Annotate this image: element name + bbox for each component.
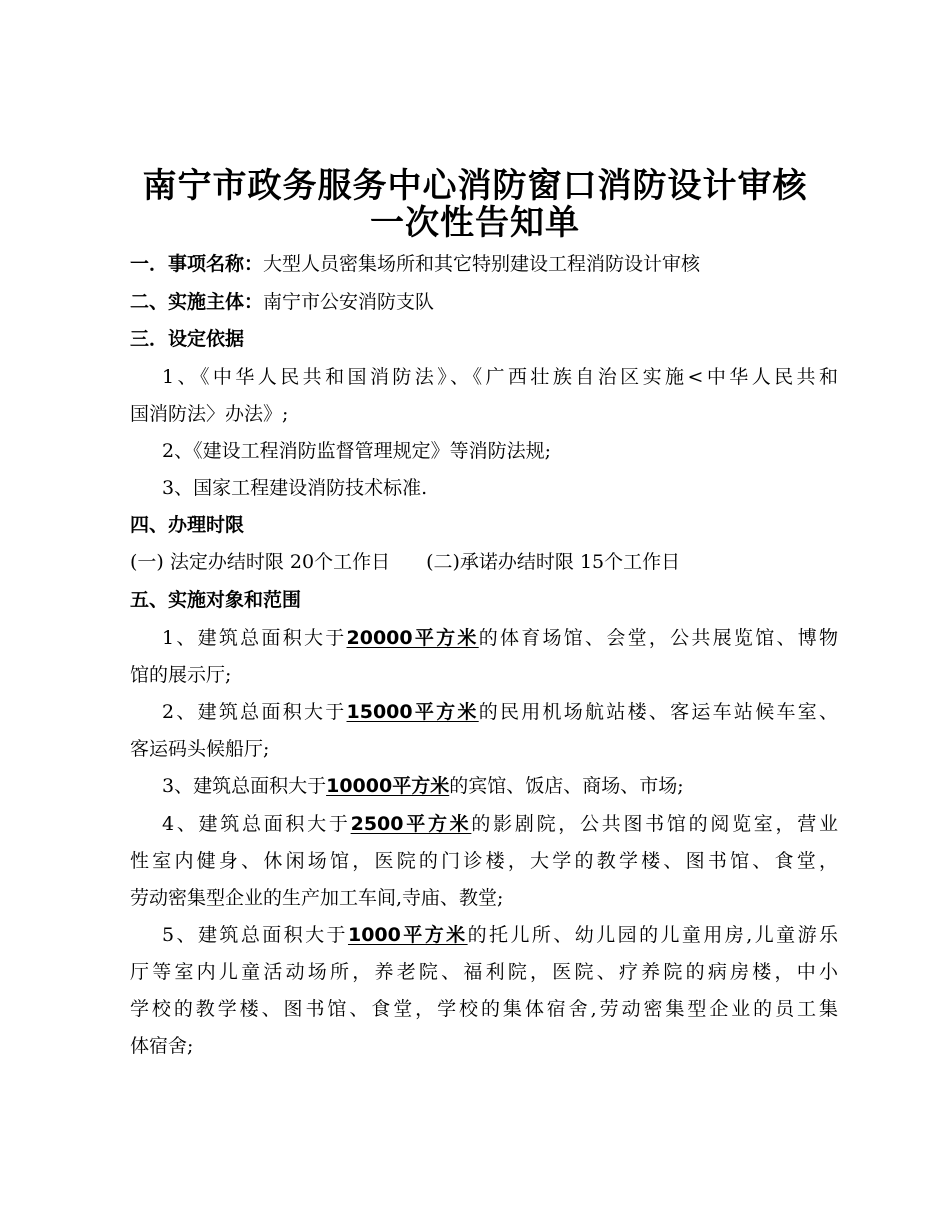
section1-row [130, 252, 700, 276]
basis-item1-line1: 1、《中华人民共和国消防法》、《广西壮族自治区实施<中华人民共和 [162, 366, 838, 388]
section5-label: 五、实施对象和范围 [130, 589, 302, 611]
scope-item4-line2: 性室内健身、休闲场馆，医院的门诊楼，大学的教学楼、图书馆、食堂， [130, 850, 838, 872]
scope-item2-line2: 客运码头候船厅; [130, 738, 270, 760]
scope-item5-area: 1000平方米 [347, 924, 468, 946]
scope-item1-line2: 馆的展示厅; [130, 664, 232, 686]
scope-item2-line1 [130, 700, 838, 724]
scope-item2-rest: 的民用机场航站楼、客运车站候车室、 [478, 701, 838, 723]
section2-value: 南宁市公安消防支队 [263, 291, 435, 313]
scope-item4-line1 [130, 812, 838, 836]
scope-item5-rest: 的托儿所、幼儿园的儿童用房,儿童游乐 [467, 924, 838, 946]
statutory-time-limit: (一) 法定办结时限 20个工作日 [130, 551, 391, 573]
document-title-line1: 南宁市政务服务中心消防窗口消防设计审核 [142, 166, 808, 206]
document-title-line2: 一次性告知单 [370, 203, 580, 243]
scope-item4-line3: 劳动密集型企业的生产加工车间,寺庙、教堂; [130, 887, 504, 909]
section2-label: 二、实施主体： [130, 291, 264, 313]
basis-item2: 2、《建设工程消防监督管理规定》等消防法规; [162, 440, 551, 462]
scope-item5-line2: 厅等室内儿童活动场所，养老院、福利院，医院、疗养院的病房楼，中小 [130, 961, 838, 983]
scope-item1-area: 20000平方米 [346, 627, 479, 649]
promised-time-limit: (二)承诺办结时限 15个工作日 [426, 551, 681, 573]
time-limit-row [130, 550, 680, 574]
basis-item1-line2: 国消防法〉办法》; [130, 403, 289, 425]
scope-item4-rest: 的影剧院，公共图书馆的阅览室，营业 [471, 813, 838, 835]
scope-item5-line1 [130, 923, 838, 947]
scope-item4-area: 2500平方米 [350, 813, 472, 835]
scope-item1-prefix: 1、建筑总面积大于 [162, 627, 347, 649]
scope-item2-prefix: 2、建筑总面积大于 [162, 701, 347, 723]
section1-value: 大型人员密集场所和其它特别建设工程消防设计审核 [263, 253, 701, 275]
section1-label: 一．事项名称： [130, 253, 264, 275]
scope-item3-prefix: 3、建筑总面积大于 [162, 775, 327, 797]
scope-item4-prefix: 4、建筑总面积大于 [162, 813, 351, 835]
section2-row [130, 290, 434, 314]
scope-item1-rest: 的体育场馆、会堂，公共展览馆、博物 [478, 627, 838, 649]
scope-item5-prefix: 5、建筑总面积大于 [162, 924, 348, 946]
scope-item3-area: 10000平方米 [326, 775, 450, 797]
scope-item1-line1 [130, 626, 838, 650]
scope-item5-line4: 体宿舍; [130, 1035, 194, 1057]
section4-label: 四、办理时限 [130, 514, 245, 536]
basis-item3: 3、国家工程建设消防技术标准. [162, 477, 428, 499]
scope-item3-line1 [162, 774, 684, 798]
scope-item5-line3: 学校的教学楼、图书馆、食堂，学校的集体宿舍,劳动密集型企业的员工集 [130, 998, 838, 1020]
section3-label: 三．设定依据 [130, 328, 245, 350]
scope-item2-area: 15000平方米 [346, 701, 479, 723]
scope-item3-rest: 的宾馆、饭店、商场、市场; [449, 775, 684, 797]
